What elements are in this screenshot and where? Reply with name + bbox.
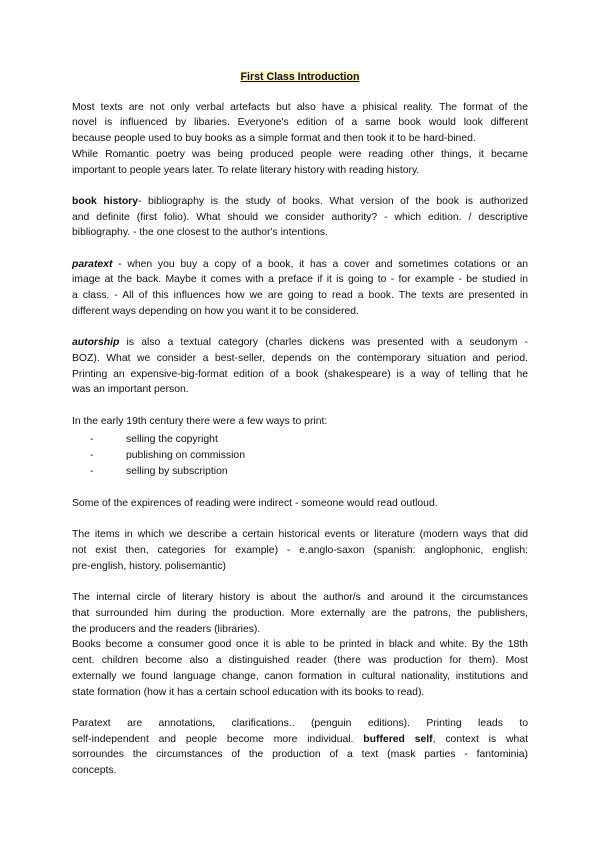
text-segment: different ways depending on how you want it to be considered. xyxy=(72,305,359,317)
text-line xyxy=(72,225,528,241)
text-segment: image at the back. Maybe it comes with a preface if it is going to - for example - be studied in xyxy=(72,274,528,286)
text-line xyxy=(72,543,528,559)
text-segment: the producers and the readers (libraries). xyxy=(72,623,261,635)
text-line xyxy=(72,194,528,210)
emphasized-term: buffered self xyxy=(363,733,433,745)
text-line xyxy=(72,257,528,273)
list-marker: - xyxy=(90,450,94,462)
text-line xyxy=(72,351,528,367)
text-segment: important to people years later. To relate literary history with reading history. xyxy=(72,164,420,176)
text-segment: state formation (how it has a certain school education with its books to read). xyxy=(72,686,425,698)
text-line xyxy=(72,131,528,147)
text-line xyxy=(72,210,528,226)
emphasized-term: autorship xyxy=(72,337,120,349)
document-title-wrap xyxy=(72,70,528,86)
text-segment: novel is influenced by libaries. Everyone's edition of a same book would look different xyxy=(72,117,528,129)
text-segment: not exist then, categories for example) - e.anglo-saxon (spanish: anglophonic, english: xyxy=(72,545,528,557)
text-segment: and definite (first folio). What should we consider authority? - which edition. / descriptive xyxy=(72,211,528,223)
text-line xyxy=(72,367,528,383)
paragraphs-section-2 xyxy=(72,496,528,779)
list-intro: In the early 19th century there were a few ways to print: xyxy=(72,415,328,427)
paragraph xyxy=(72,716,528,779)
text-segment: cent. children become also a distinguished reader (there was production for them). Most xyxy=(72,655,528,667)
text-segment: sorroundes the circumstances of the production of a text (mask parties - fantominia) xyxy=(72,749,528,761)
text-line xyxy=(72,559,528,575)
list-item-text: selling the copyright xyxy=(126,434,218,446)
text-line xyxy=(72,496,528,512)
text-line xyxy=(72,606,528,622)
paragraph xyxy=(72,335,528,398)
text-line xyxy=(72,669,528,685)
text-segment: , context is what xyxy=(432,733,528,745)
text-line xyxy=(72,304,528,320)
list-marker: - xyxy=(90,434,94,446)
text-segment: Some of the expirences of reading were indirect - someone would read outloud. xyxy=(72,498,438,510)
list-item xyxy=(72,464,528,480)
text-line xyxy=(72,163,528,179)
text-segment: externally we found language change, canon formation in cultural nationality, institutions and xyxy=(72,670,528,682)
paragraph xyxy=(72,257,528,320)
paragraph xyxy=(72,590,528,700)
text-segment: The internal circle of literary history is about the author/s and around it the circumstances xyxy=(72,592,528,604)
text-line xyxy=(72,147,528,163)
text-line xyxy=(72,382,528,398)
list-item-text: selling by subscription xyxy=(126,466,228,478)
text-segment: bibliography. - the one closest to the author's intentions. xyxy=(72,227,328,239)
text-line xyxy=(72,685,528,701)
text-line xyxy=(72,716,528,732)
paragraph xyxy=(72,496,528,512)
text-segment: concepts. xyxy=(72,765,117,776)
text-segment: While Romantic poetry was being produced people were reading other things, it became xyxy=(72,148,528,160)
paragraph xyxy=(72,527,528,574)
document-page xyxy=(72,70,528,794)
text-segment: a class. - All of this influences how we are going to read a book. The texts are presented in xyxy=(72,290,528,302)
text-segment: - when you buy a copy of a book, it has a cover and sometimes cotations or an xyxy=(112,258,528,270)
list-marker: - xyxy=(90,466,94,478)
text-segment: Printing an expensive-big-format edition of a book (shakespeare) is a way of telling that he xyxy=(72,368,528,380)
text-line xyxy=(72,732,528,748)
text-line xyxy=(72,288,528,304)
text-line xyxy=(72,590,528,606)
list-item xyxy=(72,432,528,448)
text-segment: Books become a consumer good once it is able to be printed in black and white. By the 18th xyxy=(72,639,528,651)
text-line xyxy=(72,653,528,669)
text-line xyxy=(72,763,528,779)
text-segment: The items in which we describe a certain historical events or literature (modern ways that did xyxy=(72,529,528,541)
text-line xyxy=(72,637,528,653)
print-methods-list xyxy=(72,432,528,480)
emphasized-term: book history xyxy=(72,195,139,207)
emphasized-term: paratext xyxy=(72,258,113,270)
paragraph xyxy=(72,194,528,241)
document-title: First Class Introduction xyxy=(240,71,360,83)
list-item xyxy=(72,448,528,464)
paragraphs-section-1 xyxy=(72,100,528,398)
text-line xyxy=(72,335,528,351)
text-segment: was an important person. xyxy=(72,384,189,396)
text-line xyxy=(72,622,528,638)
text-line xyxy=(72,272,528,288)
text-segment: Most texts are not only verbal artefacts but also have a phisical reality. The format of the xyxy=(72,101,528,113)
text-segment: is also a textual category (charles dickens was presented with a seudonym - xyxy=(119,337,528,349)
text-line xyxy=(72,115,528,131)
text-segment: Paratext are annotations, clarifications.. (penguin editions). Printing leads to xyxy=(72,717,528,729)
text-line xyxy=(72,100,528,116)
text-segment: - bibliography is the study of books. What version of the book is authorized xyxy=(138,195,528,207)
text-segment: that surrounded him during the production. More externally are the patrons, the publishers, xyxy=(72,607,528,619)
text-line xyxy=(72,747,528,763)
text-segment: because people used to buy books as a simple format and then took it to be hard-bined. xyxy=(72,133,476,145)
paragraph xyxy=(72,100,528,179)
text-segment: pre-english, history. polisemantic) xyxy=(72,560,226,572)
text-segment: BOZ). What we consider a best-seller, depends on the contemporary situation and period. xyxy=(72,352,528,364)
list-item-text: publishing on commission xyxy=(126,450,245,462)
text-segment: self-independent and people become more individual. xyxy=(72,733,364,745)
text-line xyxy=(72,527,528,543)
